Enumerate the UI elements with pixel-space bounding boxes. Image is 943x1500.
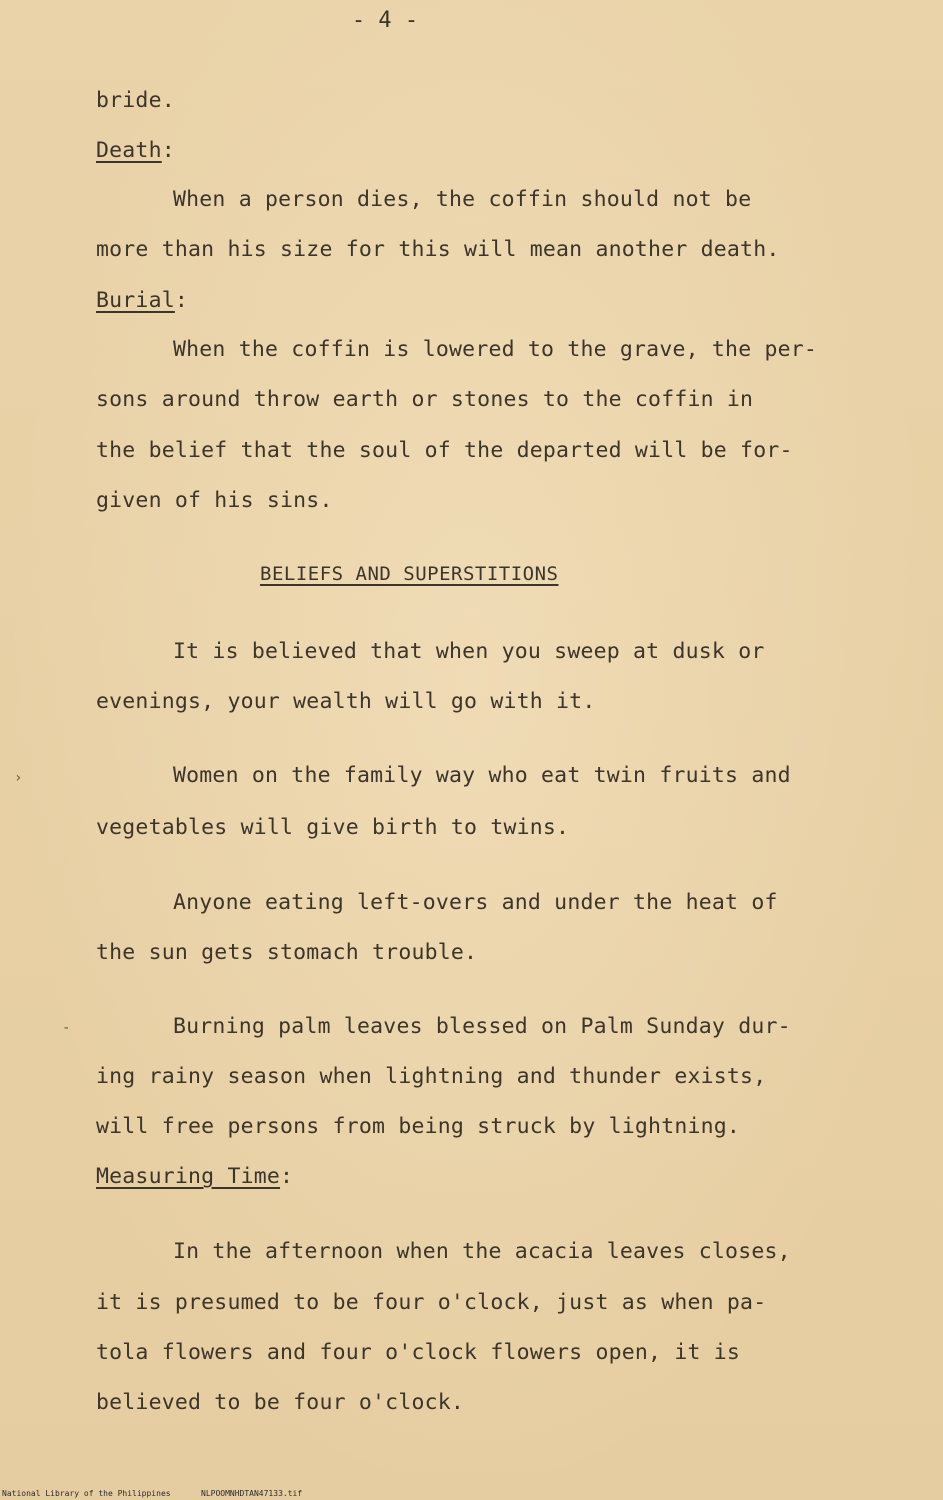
- heading-burial-colon: :: [174, 288, 189, 313]
- text-line: it is presumed to be four o'clock, just as when pa-: [96, 1290, 767, 1315]
- text-line: more than his size for this will mean another death.: [96, 237, 780, 262]
- heading-death-colon: :: [161, 138, 175, 163]
- footer-file-name: NLPOOMNHDTAN47133.tif: [201, 1489, 303, 1498]
- text-line: will free persons from being struck by lightning.: [96, 1114, 741, 1139]
- text-line: In the afternoon when the acacia leaves closes,: [173, 1239, 791, 1264]
- heading-measuring-time: [96, 1164, 293, 1189]
- section-heading-label: BELIEFS AND SUPERSTITIONS: [260, 563, 559, 585]
- text-line: evenings, your wealth will go with it.: [96, 689, 596, 714]
- margin-mark: -: [62, 1020, 71, 1036]
- heading-measuring-time-colon: :: [280, 1164, 294, 1189]
- text-line: Anyone eating left-overs and under the heat of: [173, 890, 778, 915]
- section-heading-beliefs: [260, 563, 558, 585]
- text-line: the belief that the soul of the departed will be for-: [96, 438, 793, 463]
- text-line: When a person dies, the coffin should not be: [173, 187, 752, 212]
- text-line: sons around throw earth or stones to the coffin in: [96, 387, 754, 412]
- text-line: believed to be four o'clock.: [96, 1390, 465, 1415]
- heading-burial-label: Burial: [96, 288, 175, 313]
- footer-library-name: National Library of the Philippines: [2, 1489, 171, 1498]
- text-line: ing rainy season when lightning and thunder exists,: [96, 1064, 767, 1089]
- text-line: It is believed that when you sweep at dusk or: [173, 639, 765, 664]
- heading-death: [96, 138, 175, 163]
- text-line: bride.: [96, 88, 175, 113]
- heading-death-label: Death: [96, 138, 162, 163]
- text-line: Burning palm leaves blessed on Palm Sunday dur-: [173, 1014, 791, 1039]
- page-number: - 4 -: [351, 8, 419, 33]
- text-line: vegetables will give birth to twins.: [96, 815, 570, 840]
- text-line: When the coffin is lowered to the grave, the per-: [173, 337, 818, 362]
- text-line: the sun gets stomach trouble.: [96, 940, 478, 965]
- heading-burial: [96, 288, 188, 313]
- heading-measuring-time-label: Measuring Time: [96, 1164, 281, 1189]
- text-line: given of his sins.: [96, 488, 333, 513]
- text-line: Women on the family way who eat twin fruits and: [173, 763, 791, 788]
- text-line: tola flowers and four o'clock flowers open, it is: [96, 1340, 741, 1365]
- margin-mark: ›: [14, 770, 23, 786]
